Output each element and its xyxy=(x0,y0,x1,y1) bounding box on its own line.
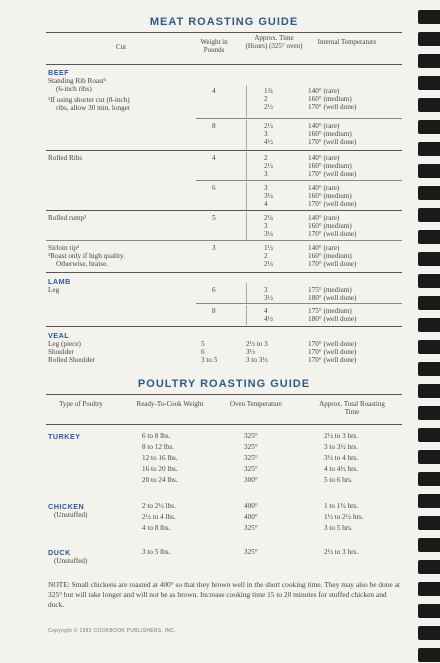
row-rule xyxy=(46,150,402,151)
temp-cell: 170° (well done) xyxy=(308,103,357,111)
veal-shoulder-label: Shoulder xyxy=(48,348,74,356)
temp-cell: 160° (medium) xyxy=(308,162,352,170)
rolled-rump-label: Rolled rump² xyxy=(48,214,87,222)
binding-ring xyxy=(418,142,440,156)
time-cell: 3 xyxy=(264,222,268,230)
meat-header-rule xyxy=(46,64,402,65)
temp-cell: 140° (rare) xyxy=(308,214,340,222)
temp-cell: 170° (well done) xyxy=(308,260,357,268)
poultry-header-type: Type of Poultry xyxy=(59,400,103,408)
chicken-label: CHICKEN xyxy=(48,502,85,511)
weight-cell: 4 xyxy=(212,87,216,95)
temp-cell: 170° (well done) xyxy=(308,340,357,348)
poultry-header-temp: Oven Temperature xyxy=(229,400,283,408)
temp-cell: 160° (medium) xyxy=(308,252,352,260)
meat-header-weight: Weight in Pounds xyxy=(200,38,228,54)
temp-cell: 175° (medium) xyxy=(308,286,352,294)
time-cell: 3 to 3½ xyxy=(246,356,268,364)
row-rule xyxy=(196,180,402,181)
temp-cell: 170° (well done) xyxy=(308,138,357,146)
temp-cell: 160° (medium) xyxy=(308,130,352,138)
temp-cell: 170° (well done) xyxy=(308,200,357,208)
binding-ring xyxy=(418,494,440,508)
chicken-time: 1 to 1½ hrs. xyxy=(324,502,359,510)
meat-header-time: Approx. Time (Hours) (325° oven) xyxy=(245,34,303,50)
binding-ring xyxy=(418,208,440,222)
time-cell: 2½ xyxy=(264,103,273,111)
poultry-header-weight: Ready-To-Cook Weight xyxy=(136,400,204,408)
footnote-2a: ²Roast only if high quality. xyxy=(48,252,125,260)
meat-top-rule xyxy=(46,32,402,33)
poultry-top-rule xyxy=(46,394,402,395)
turkey-weight: 16 to 20 lbs. xyxy=(142,465,178,473)
poultry-header-time: Approx. Total Roasting Time xyxy=(319,400,385,416)
duck-weight: 3 to 5 lbs. xyxy=(142,548,171,556)
chicken-weight: 4 to 8 lbs. xyxy=(142,524,171,532)
time-cell: 2 xyxy=(264,252,268,260)
standing-rib-label: Standing Rib Roast¹ xyxy=(48,77,107,85)
row-divider xyxy=(246,120,247,150)
binding-ring xyxy=(418,186,440,200)
standing-rib-sub: (6-inch ribs) xyxy=(56,85,92,93)
beef-label: BEEF xyxy=(48,68,70,77)
binding-ring xyxy=(418,252,440,266)
time-cell: 2½ xyxy=(264,122,273,130)
turkey-weight: 12 to 16 lbs. xyxy=(142,454,178,462)
time-cell: 1¾ xyxy=(264,87,273,95)
binding-ring xyxy=(418,582,440,596)
rolled-ribs-label: Rolled Ribs xyxy=(48,154,83,162)
row-divider xyxy=(246,85,247,118)
temp-cell: 170° (well done) xyxy=(308,356,357,364)
duck-temp: 325° xyxy=(244,548,258,556)
binding-ring xyxy=(418,604,440,618)
meat-header-temp: Internal Temperature xyxy=(317,38,377,46)
duck-sub-label: (Unstuffed) xyxy=(54,557,88,565)
time-cell: 2½ to 3 xyxy=(246,340,268,348)
weight-cell: 8 xyxy=(212,122,216,130)
temp-cell: 140° (rare) xyxy=(308,154,340,162)
weight-cell: 3 to 5 xyxy=(201,356,218,364)
time-cell: 3¼ xyxy=(264,192,273,200)
binding-ring xyxy=(418,384,440,398)
spiral-binding xyxy=(414,0,440,663)
turkey-label: TURKEY xyxy=(48,432,81,441)
meat-header-cut: Cut xyxy=(115,43,127,51)
time-cell: 1½ xyxy=(264,244,273,252)
time-cell: 4½ xyxy=(264,138,273,146)
footnote-1a: ¹If using shorter cut (8-inch) xyxy=(48,96,130,104)
time-cell: 3 xyxy=(264,170,268,178)
binding-ring xyxy=(418,76,440,90)
turkey-time: 5 to 6 hrs. xyxy=(324,476,353,484)
weight-cell: 6 xyxy=(201,348,205,356)
row-rule xyxy=(196,303,402,304)
temp-cell: 175° (medium) xyxy=(308,307,352,315)
temp-cell: 140° (rare) xyxy=(308,122,340,130)
turkey-weight: 6 to 8 lbs. xyxy=(142,432,171,440)
chicken-weight: 2½ to 4 lbs. xyxy=(142,513,176,521)
row-rule xyxy=(46,326,402,327)
binding-ring xyxy=(418,450,440,464)
binding-ring xyxy=(418,296,440,310)
note-text: NOTE: Small chickens are roasted at 400° so that they brown well in the short cooking time. They may also be done at 325° but will take longer and will not be as brown. Increase cooking time 15 to 20 minutes for stuffed chicken and duck. xyxy=(48,580,400,609)
turkey-time: 3½ to 4 hrs. xyxy=(324,454,359,462)
time-cell: 3¼ xyxy=(264,230,273,238)
row-rule xyxy=(46,210,402,211)
binding-ring xyxy=(418,274,440,288)
turkey-temp: 325° xyxy=(244,465,258,473)
binding-ring xyxy=(418,428,440,442)
lamb-label: LAMB xyxy=(48,277,71,286)
weight-cell: 5 xyxy=(201,340,205,348)
chicken-weight: 2 to 2½ lbs. xyxy=(142,502,176,510)
binding-ring xyxy=(418,626,440,640)
binding-ring xyxy=(418,230,440,244)
temp-cell: 180° (well done) xyxy=(308,294,357,302)
row-rule xyxy=(196,118,402,119)
row-divider xyxy=(246,212,247,240)
time-cell: 4 xyxy=(264,307,268,315)
row-divider xyxy=(246,305,247,325)
duck-time: 2½ to 3 hrs. xyxy=(324,548,359,556)
binding-ring xyxy=(418,538,440,552)
row-divider xyxy=(246,152,247,180)
time-cell: 2¼ xyxy=(264,214,273,222)
duck-label: DUCK xyxy=(48,548,71,557)
binding-ring xyxy=(418,472,440,486)
footnote-1b: ribs, allow 30 min. longer xyxy=(56,104,131,112)
row-divider xyxy=(246,283,247,303)
temp-cell: 140° (rare) xyxy=(308,244,340,252)
temp-cell: 180° (well done) xyxy=(308,315,357,323)
time-cell: 2 xyxy=(264,154,268,162)
turkey-temp: 325° xyxy=(244,432,258,440)
binding-ring xyxy=(418,648,440,662)
row-divider xyxy=(246,182,247,210)
binding-ring xyxy=(418,10,440,24)
turkey-temp: 325° xyxy=(244,443,258,451)
weight-cell: 8 xyxy=(212,307,216,315)
binding-ring xyxy=(418,560,440,574)
time-cell: 2½ xyxy=(264,162,273,170)
temp-cell: 160° (medium) xyxy=(308,222,352,230)
time-cell: 2¼ xyxy=(264,260,273,268)
turkey-weight: 8 to 12 lbs. xyxy=(142,443,174,451)
turkey-time: 4 to 4½ hrs. xyxy=(324,465,359,473)
poultry-header-rule xyxy=(46,424,402,425)
temp-cell: 170° (well done) xyxy=(308,348,357,356)
veal-rolled-label: Rolled Shoulder xyxy=(48,356,95,364)
chicken-sub-label: (Unstuffed) xyxy=(54,511,88,519)
time-cell: 4 xyxy=(264,200,268,208)
turkey-temp: 325° xyxy=(244,454,258,462)
chicken-time: 3 to 5 hrs. xyxy=(324,524,353,532)
row-rule xyxy=(46,240,402,241)
time-cell: 3 xyxy=(264,184,268,192)
binding-ring xyxy=(418,406,440,420)
binding-ring xyxy=(418,362,440,376)
weight-cell: 5 xyxy=(212,214,216,222)
temp-cell: 140° (rare) xyxy=(308,184,340,192)
binding-ring xyxy=(418,516,440,530)
sirloin-tip-label: Sirloin tip² xyxy=(48,244,80,252)
turkey-temp: 300° xyxy=(244,476,258,484)
weight-cell: 6 xyxy=(212,184,216,192)
time-cell: 2 xyxy=(264,95,268,103)
temp-cell: 140° (rare) xyxy=(308,87,340,95)
veal-leg-label: Leg (piece) xyxy=(48,340,81,348)
footnote-2b: Otherwise, braise. xyxy=(56,260,109,268)
temp-cell: 160° (medium) xyxy=(308,95,352,103)
lamb-leg-label: Leg xyxy=(48,286,60,294)
copyright-text: Copyright © 1982 COOKBOOK PUBLISHERS, INC. xyxy=(48,628,176,634)
turkey-weight: 20 to 24 lbs. xyxy=(142,476,178,484)
meat-guide-title: MEAT ROASTING GUIDE xyxy=(149,16,299,28)
binding-ring xyxy=(418,98,440,112)
temp-cell: 170° (well done) xyxy=(308,230,357,238)
turkey-time: 3 to 3½ hrs. xyxy=(324,443,359,451)
binding-ring xyxy=(418,318,440,332)
chicken-temp: 400° xyxy=(244,502,258,510)
time-cell: 3 xyxy=(264,286,268,294)
temp-cell: 170° (well done) xyxy=(308,170,357,178)
binding-ring xyxy=(418,32,440,46)
binding-ring xyxy=(418,164,440,178)
binding-ring xyxy=(418,340,440,354)
time-cell: 3½ xyxy=(246,348,255,356)
row-rule xyxy=(46,272,402,273)
weight-cell: 3 xyxy=(212,244,216,252)
binding-ring xyxy=(418,54,440,68)
time-cell: 4½ xyxy=(264,315,273,323)
weight-cell: 6 xyxy=(212,286,216,294)
veal-label: VEAL xyxy=(48,331,70,340)
chicken-time: 1½ to 2½ hrs. xyxy=(324,513,364,521)
chicken-temp: 325° xyxy=(244,524,258,532)
time-cell: 3½ xyxy=(264,294,273,302)
temp-cell: 160° (medium) xyxy=(308,192,352,200)
binding-ring xyxy=(418,120,440,134)
weight-cell: 4 xyxy=(212,154,216,162)
time-cell: 3 xyxy=(264,130,268,138)
chicken-temp: 400° xyxy=(244,513,258,521)
poultry-guide-title: POULTRY ROASTING GUIDE xyxy=(137,378,311,390)
turkey-time: 2½ to 3 hrs. xyxy=(324,432,359,440)
